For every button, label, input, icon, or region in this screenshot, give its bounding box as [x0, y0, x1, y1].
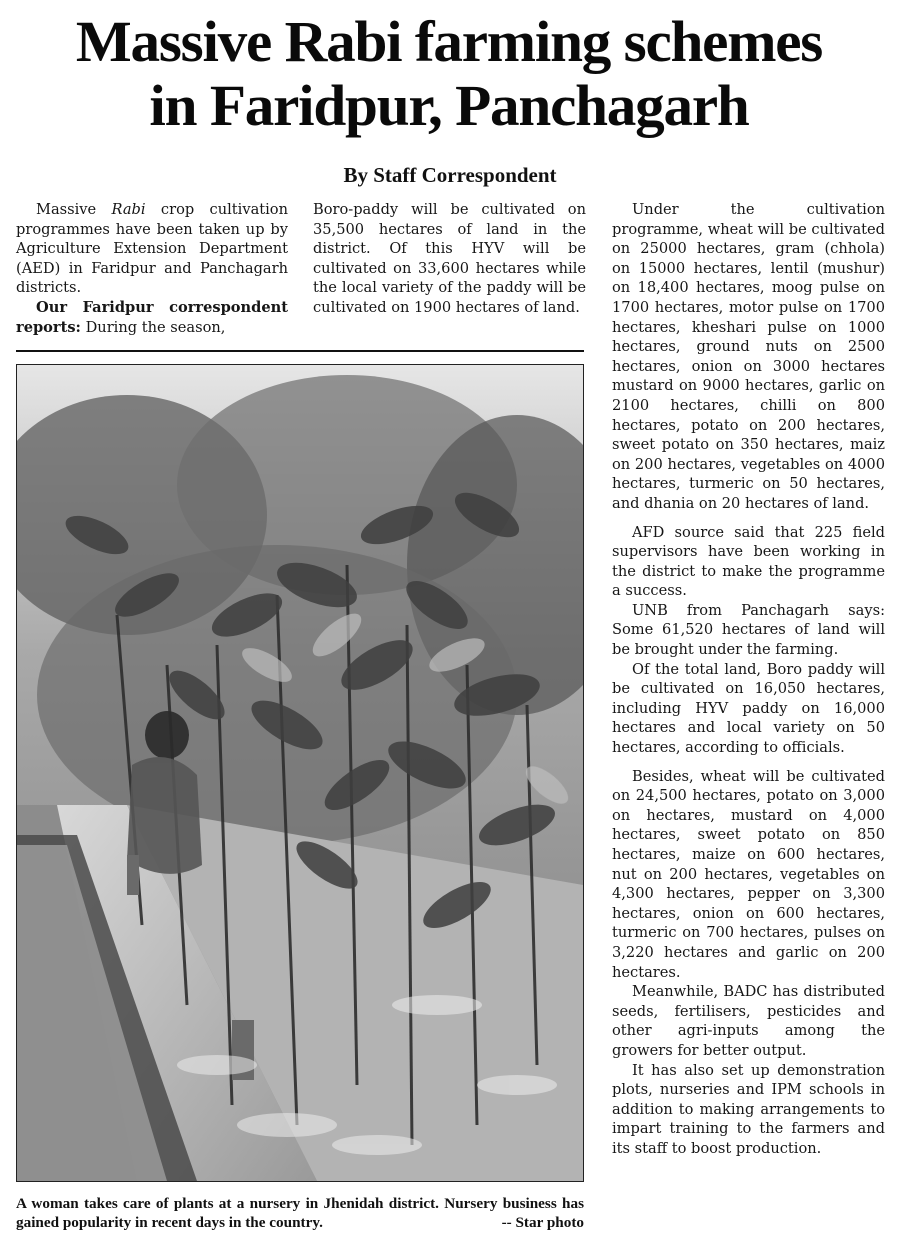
byline: By Staff Correspondent	[343, 163, 557, 187]
column-3-paragraph-7: It has also set up demonstration plots, nurseries and IPM schools in addition to making arrangements to impart training to the farmers and its staff to boost production.	[612, 1061, 885, 1157]
column-1-paragraph-1: Massive Rabi crop cultivation programmes have been taken up by Agriculture Extension Department (AED) in Faridpur and Panchagarh districts.	[16, 201, 288, 297]
column-3-paragraph-2: AFD source said that 225 field supervisors have been working in the district to make the programme a success.	[612, 523, 885, 600]
column-2-paragraph-1: Boro-paddy will be cultivated on 35,500 hectares of land in the district. Of this HYV will be cultivated on 33,600 hectares while the local variety of the paddy will be cultivated on 1900 hectares of land.	[313, 201, 586, 316]
article-column-2	[313, 200, 586, 318]
photo-credit: -- Star photo	[501, 1214, 584, 1231]
column-3-paragraph-5: Besides, wheat will be cultivated on 24,500 hectares, potato on 3,000 on hectares, mustard on 4,000 hectares, sweet potato on 850 hectares, maize on 600 hectares, nut on 200 hectares, vegetables on 4,300 hectares, pepper on 3,300 hectares, onion on 600 hectares, turmeric on 700 hectares, pulses on 3,220 hectares and garlic on 200 hectares.	[612, 767, 885, 981]
caption-text: A woman takes care of plants at a nursery in Jhenidah district. Nursery business has gained popularity in recent days in the country.	[16, 1195, 584, 1231]
column-3-paragraph-6: Meanwhile, BADC has distributed seeds, fertilisers, pesticides and other agri-inputs among the growers for better output.	[612, 983, 885, 1059]
nursery-photo	[16, 364, 584, 1182]
article-column-1	[16, 200, 288, 337]
rabi-term: Rabi	[111, 201, 146, 218]
column-1-paragraph-2: Our Faridpur correspondent reports: During the season,	[16, 298, 288, 336]
headline-line-1: Massive Rabi farming schemes	[75, 9, 823, 74]
headline-line-2: in Faridpur, Panchagarh	[149, 73, 749, 138]
column-3-paragraph-3: UNB from Panchagarh says: Some 61,520 hectares of land will be brought under the farming.	[612, 601, 885, 659]
correspondent-lead: Our Faridpur correspondent reports:	[16, 298, 288, 336]
section-divider	[16, 350, 584, 352]
headline	[5, 10, 892, 138]
column-3-paragraph-4: Of the total land, Boro paddy will be cultivated on 16,050 hectares, including HYV paddy on 16,000 hectares and local variety on 50 hectares, according to officials.	[612, 660, 885, 757]
column-3-paragraph-1: Under the cultivation programme, wheat will be cultivated on 25000 hectares, gram (chhola) on 15000 hectares, lentil (mushur) on 18,400 hectares, moog pulse on 1700 hectares, motor pulse on 1700 hectares, kheshari pulse on 1000 hectares, ground nuts on 2500 hectares, onion on 3000 hectares mustard on 9000 hectares, garlic on 2100 hectares, chilli on 800 hectares, potato on 200 hectares, sweet potato on 350 hectares, maiz on 200 hectares, vegetables on 4000 hectares, turmeric on 50 hectares, and dhania on 20 hectares of land.	[612, 201, 885, 512]
article-column-3	[612, 200, 885, 1159]
photo-caption	[16, 1194, 584, 1232]
